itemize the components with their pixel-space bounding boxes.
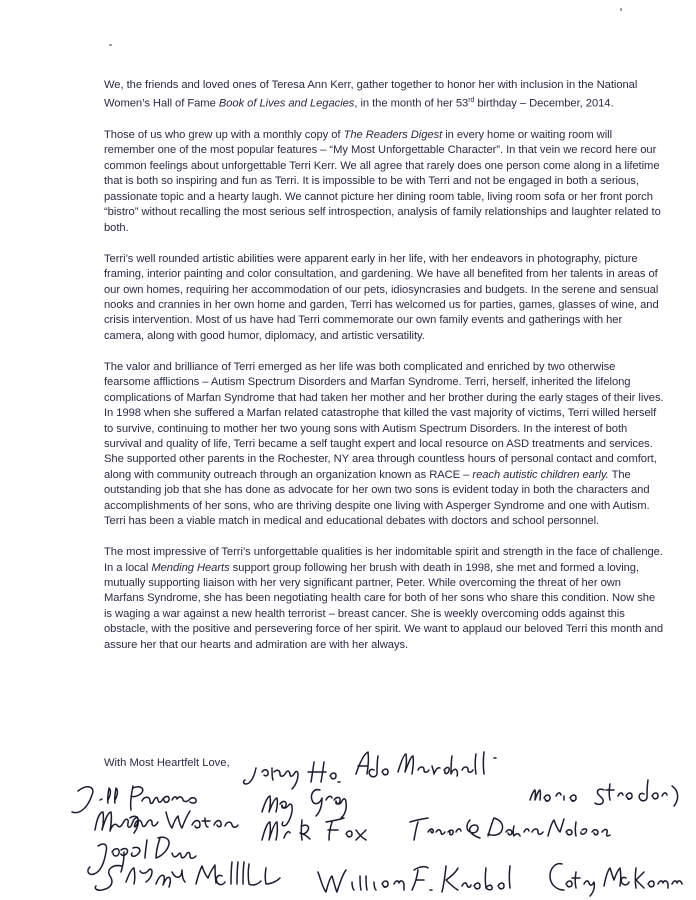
signature-william-knebel bbox=[318, 866, 510, 892]
signature-mark-fox bbox=[262, 818, 366, 840]
signature-cathy-mckenna bbox=[550, 864, 682, 896]
paragraph-4: The valor and brilliance of Terri emerged as her life was both complicated and enriched by two otherwise fearsome afflictions – Autism Spectrum Disorders and Marfan Syndrome. Terri, herself, inherited the lifelong complications of Marfan Syndrome that had taken her mother and her brother during the early stages of their lives. In 1998 when she suffered a Marfan related catastrophe that killed the vast majority of victims, Terri willed herself to survive, continuing to mother her two young sons with Autism Spectrum Disorders. In the interest of both survival and quality of life, Terri became a self taught expert and local resource on ASD treatments and services. She supported other parents in the Rochester, NY area through countless hours of personal contact and comfort, along with community outreach through an organization known as RACE – reach autistic children early. The outstanding job that she has done as advocate for her own two sons is evident today in both the characters and accomplishments of her sons, who are thriving despite one living with Asperger Syndrome and one with Autism. Terri has been a viable match in medical and educational debates with doctors and school personnel. bbox=[104, 360, 664, 528]
signature-jill-pavone bbox=[72, 786, 196, 813]
signature-joseph-dunn bbox=[88, 837, 196, 874]
paragraph-2: Those of us who grew up with a monthly copy of The Readers Digest in every home or waiting room will remember one of the most popular features – “My Most Unforgettable Character”. In that vein we record here our common feelings about unforgettable Terri Kerr. We all agree that rarely does one person come along in a lifetime that is both so inspiring and fun as Terri. It is impossible to be with Terri and not be engaged in both a serious, passionate topic and a hearty laugh. We cannot picture her dining room table, living room sofa or her front porch “bistro” without recalling the most serious self introspection, analysis of family relationships and laughter related to both. bbox=[104, 129, 661, 234]
signature-jim-debra-nelson bbox=[410, 818, 610, 840]
paragraph-1: We, the friends and loved ones of Teresa Ann Kerr, gather together to honor her with inclusion in the National Women’s Hall of Fame Book of Lives and Legacies, in the month of her 53rd birthday – December, 2014. bbox=[104, 79, 638, 111]
signature-ada-marshall bbox=[356, 752, 496, 777]
signature-mary-ann-watson bbox=[95, 811, 238, 833]
paragraph-5: The most impressive of Terri’s unforgettable qualities is her indomitable spirit and strength in the face of challenge. In a local Mending Hearts support group following her brush with death in 1998, she met and formed a loving, mutually supporting liaison with her very significant partner, Peter. While overcoming the threat of her own Marfans Syndrome, she has been negotiating health care for both of her sons who share this condition. Now she is waging a war against a new health terrorist – breast cancer. She is weekly overcoming odds against this obstacle, with the positive and persevering force of her spirit. We want to applaud our beloved Terri this month and assure her that our hearts and admiration are with her always. bbox=[104, 546, 664, 651]
support-group-name: Mending Hearts bbox=[151, 561, 230, 574]
race-expansion: reach autistic children early. bbox=[472, 468, 609, 481]
signature-johnny-ho bbox=[244, 762, 340, 789]
paragraph-3: Terri’s well rounded artistic abilities were apparent early in her life, with her endeavors in photography, picture framing, interior painting and color consultation, and gardening. We have all benefited from her talents in areas of our own homes, requiring her accommodation of our pets, idiosyncrasies and budgets. In the serene and sensual nooks and crannies in her own home and garden, Terri has welcomed us for parties, games, glasses of wine, and crisis intervention. Most of us have had Terri commemorate our own family events and gatherings with her camera, along with good humor, diplomacy, and artistic versatility. bbox=[104, 252, 659, 342]
signature-maria-strader bbox=[530, 780, 678, 806]
magazine-title: The Readers Digest bbox=[343, 129, 443, 142]
closing-line: With Most Heartfelt Love, bbox=[104, 757, 230, 769]
book-title: Book of Lives and Legacies bbox=[218, 98, 355, 111]
